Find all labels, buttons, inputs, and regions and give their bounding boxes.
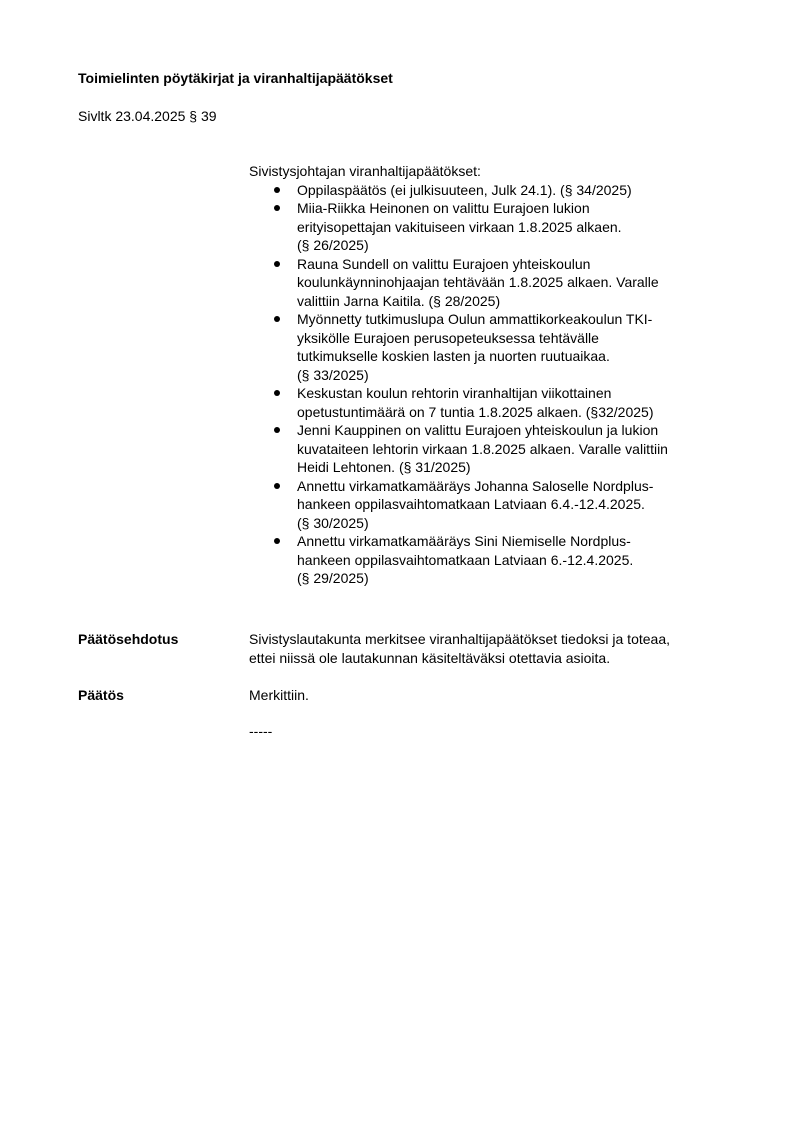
decision-item-line: opetustuntimäärä on 7 tuntia 1.8.2025 alkaen. (§32/2025) <box>297 403 654 420</box>
decision-item-line: koulunkäynninohjaajan tehtävään 1.8.2025 alkaen. Varalle <box>297 274 659 290</box>
decision-item-line: hankeen oppilasvaihtomatkaan Latviaan 6.-12.4.2025. <box>297 551 634 568</box>
bullet-icon <box>274 538 280 544</box>
decision-item-line: (§ 30/2025) <box>297 514 369 531</box>
decision-list <box>249 181 729 588</box>
document-heading: Toimielinten pöytäkirjat ja viranhaltijapäätökset <box>78 70 393 86</box>
decision-item-line: tutkimukselle koskien lasten ja nuorten ruutuaikaa. <box>297 348 610 364</box>
decision-item-line: kuvataiteen lehtorin virkaan 1.8.2025 alkaen. Varalle valittiin <box>297 440 668 457</box>
proposal-line: ettei niissä ole lautakunnan käsiteltäväksi otettavia asioita. <box>249 649 611 666</box>
bullet-icon <box>274 316 280 322</box>
decision-label: Päätös <box>78 687 124 703</box>
decision-item <box>249 384 729 421</box>
decision-item-line: erityisopettajan vakituiseen virkaan 1.8.2025 alkaen. <box>297 218 622 235</box>
decision-item-line: (§ 33/2025) <box>297 366 369 383</box>
decision-item <box>249 181 729 200</box>
decision-item-line: hankeen oppilasvaihtomatkaan Latviaan 6.4.-12.4.2025. <box>297 496 645 512</box>
decision-item <box>249 255 729 311</box>
meeting-reference: Sivltk 23.04.2025 § 39 <box>78 108 217 124</box>
end-marker: ----- <box>249 723 273 739</box>
proposal-text <box>249 630 739 667</box>
decision-item <box>249 532 729 588</box>
bullet-icon <box>274 483 280 489</box>
bullet-icon <box>274 205 280 211</box>
decision-item-line: yksikölle Eurajoen perusopeteuksessa tehtävälle <box>297 329 599 346</box>
proposal-line: Sivistyslautakunta merkitsee viranhaltijapäätökset tiedoksi ja toteaa, <box>249 631 670 647</box>
decisions-section <box>249 162 729 588</box>
bullet-icon <box>274 390 280 396</box>
proposal-label: Päätösehdotus <box>78 631 179 647</box>
decision-item <box>249 199 729 255</box>
decision-item-line: Miia-Riikka Heinonen on valittu Eurajoen lukion <box>297 200 590 216</box>
bullet-icon <box>274 187 280 193</box>
decisions-intro: Sivistysjohtajan viranhaltijapäätökset: <box>249 163 481 179</box>
decision-item-line: Annettu virkamatkamääräys Sini Niemiselle Nordplus- <box>297 533 631 549</box>
decision-item-line: (§ 26/2025) <box>297 237 369 253</box>
decision-item-line: Rauna Sundell on valittu Eurajoen yhteiskoulun <box>297 255 591 272</box>
decision-item <box>249 477 729 533</box>
decision-item <box>249 310 729 384</box>
decision-item-line: valittiin Jarna Kaitila. (§ 28/2025) <box>297 292 501 309</box>
decision-item-line: Oppilaspäätös (ei julkisuuteen, Julk 24.1). (§ 34/2025) <box>297 181 632 198</box>
decision-item-line: Keskustan koulun rehtorin viranhaltijan viikottainen <box>297 385 612 401</box>
decision-item-line: Myönnetty tutkimuslupa Oulun ammattikorkeakoulun TKI- <box>297 311 653 327</box>
decision-item-line: (§ 29/2025) <box>297 570 369 586</box>
decision-item-line: Heidi Lehtonen. (§ 31/2025) <box>297 459 471 475</box>
bullet-icon <box>274 427 280 433</box>
decision-item <box>249 421 729 477</box>
decision-text: Merkittiin. <box>249 687 309 703</box>
decision-item-line: Jenni Kauppinen on valittu Eurajoen yhteiskoulun ja lukion <box>297 422 659 438</box>
bullet-icon <box>274 261 280 267</box>
decision-item-line: Annettu virkamatkamääräys Johanna Saloselle Nordplus- <box>297 477 654 494</box>
